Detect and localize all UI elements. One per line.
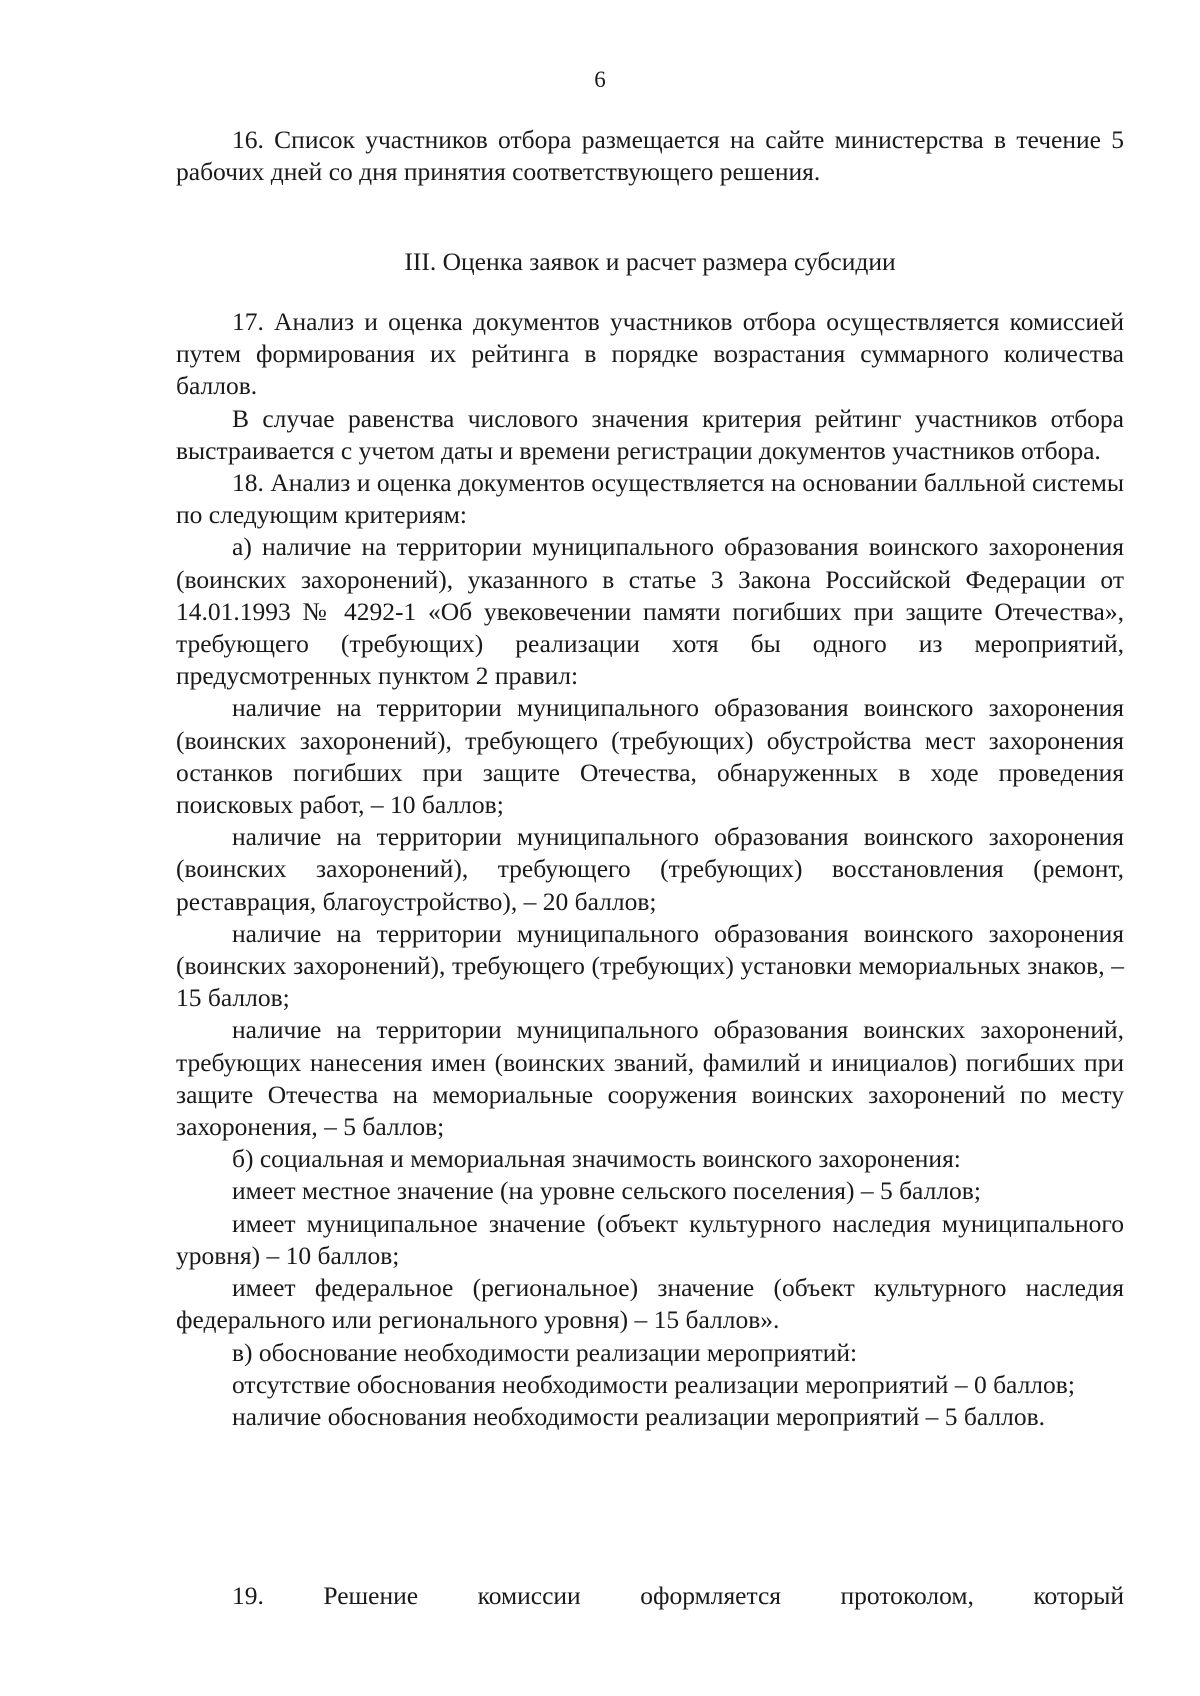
paragraph: 18. Анализ и оценка документов осуществляется на основании балльной системы по следующим критериям: [176,468,1124,530]
paragraph-19-start: 19. Решение комиссии оформляется протоколом, который [232,1581,1124,1610]
paragraph: б) социальная и мемориальная значимость воинского захоронения: [232,1144,961,1174]
section-heading: III. Оценка заявок и расчет размера субсидии [404,247,896,276]
paragraph: наличие на территории муниципального образования воинского захоронения (воинских захоронений), требующего (требующих) восстановления (ремонт, реставрация, благоустройство), – 20 баллов; [176,822,1124,916]
paragraph: имеет местное значение (на уровне сельского поселения) – 5 баллов; [232,1176,981,1206]
paragraph: имеет муниципальное значение (объект культурного наследия муниципального уровня) – 10 баллов; [176,1208,1124,1270]
paragraph: отсутствие обоснования необходимости реализации мероприятий – 0 баллов; [232,1369,1075,1399]
paragraph-block-16 [176,124,1124,188]
paragraph: имеет федеральное (региональное) значение (объект культурного наследия федерального или регионального уровня) – 15 баллов». [176,1273,1124,1335]
paragraph: 16. Список участников отбора размещается на сайте министерства в течение 5 рабочих дней со дня принятия соответствующего решения. [176,125,1124,187]
paragraph: 17. Анализ и оценка документов участников отбора осуществляется комиссией путем формирования их рейтинга в порядке возрастания суммарного количества баллов. [176,307,1124,401]
paragraph: наличие на территории муниципального образования воинских захоронений, требующих нанесения имен (воинских званий, фамилий и инициалов) погибших при защите Отечества на мемориальные сооружения воинских захоронений по месту захоронения, – 5 баллов; [176,1015,1124,1142]
paragraph: а) наличие на территории муниципального образования воинского захоронения (воинских захоронений), указанного в статье 3 Закона Российской Федерации от 14.01.1993 № 4292-1 «Об увековечении памяти погибших при защите Отечества», требующего (требующих) реализации хотя бы одного из мероприятий, предусмотренных пунктом 2 правил: [176,532,1124,691]
paragraph: наличие на территории муниципального образования воинского захоронения (воинских захоронений), требующего (требующих) обустройства мест захоронения останков погибших при защите Отечества, обнаруженных в ходе проведения поисковых работ, – 10 баллов; [176,693,1124,820]
paragraph: В случае равенства числового значения критерия рейтинг участников отбора выстраивается с учетом даты и времени регистрации документов участников отбора. [176,403,1124,465]
paragraph: наличие на территории муниципального образования воинского захоронения (воинских захоронений), требующего (требующих) установки мемориальных знаков, – 15 баллов; [176,918,1124,1013]
page-number: 6 [594,67,606,92]
paragraph: в) обоснование необходимости реализации мероприятий: [232,1337,858,1367]
paragraph: наличие обоснования необходимости реализации мероприятий – 5 баллов. [232,1401,1046,1431]
paragraph-block-main [176,306,1124,1433]
